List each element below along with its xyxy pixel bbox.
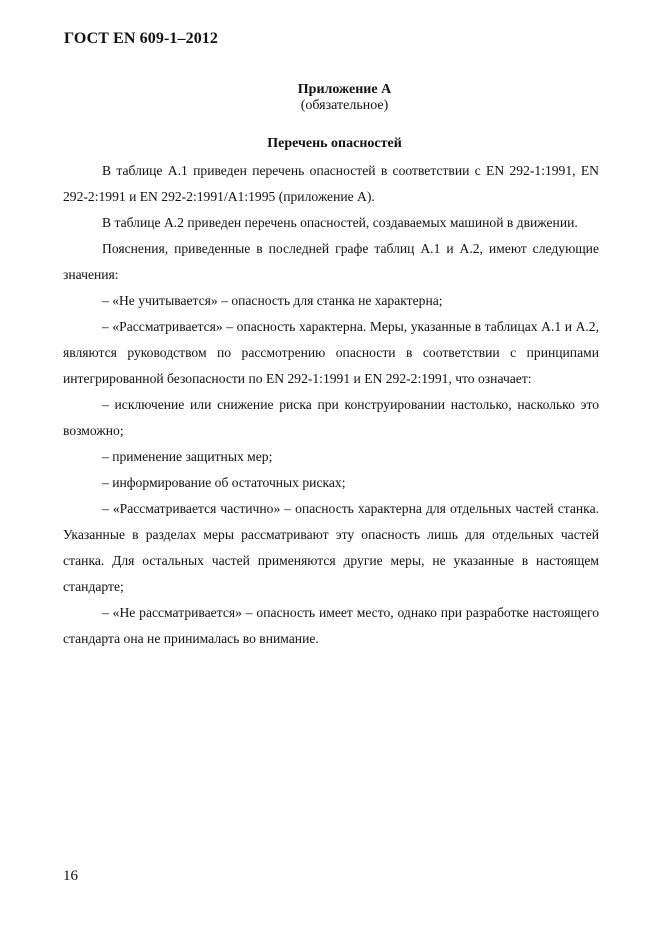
annex-title: Приложение А bbox=[297, 82, 392, 97]
paragraph-explanations: Пояснения, приведенные в последней графе таблиц А.1 и А.2, имеют следующие значения: bbox=[63, 241, 599, 282]
standard-code-header: ГОСТ EN 609-1–2012 bbox=[64, 30, 219, 47]
list-item-residual-risk-info: – информирование об остаточных рисках; bbox=[102, 475, 346, 490]
paragraph-table-a1: В таблице А.1 приведен перечень опасностей в соответствии с EN 292-1:1991, EN 292-2:1991 и EN 292-2:1991/A1:1995 (приложение А). bbox=[63, 163, 599, 204]
list-item-not-considered: – «Не учитывается» – опасность для станка не характерна; bbox=[102, 293, 443, 308]
body-text bbox=[63, 158, 599, 652]
paragraph-table-a2: В таблице А.2 приведен перечень опасностей, создаваемых машиной в движении. bbox=[102, 215, 578, 230]
section-title: Перечень опасностей bbox=[267, 136, 402, 151]
list-item-considered: – «Рассматривается» – опасность характерна. Меры, указанные в таблицах А.1 и А.2, являются руководством по рассмотрению опасности в соответствии с принципами интегрированной безопасности по EN 292-1:1991 и EN 292-2:1991, что означает: bbox=[63, 319, 599, 386]
list-item-protective-measures: – применение защитных мер; bbox=[102, 449, 273, 464]
page-number: 16 bbox=[63, 868, 78, 884]
list-item-partially-considered: – «Рассматривается частично» – опасность характерна для отдельных частей станка. Указанные в разделах меры рассматривают эту опасность лишь для отдельных частей станка. Для остальных частей применяются другие меры, не указанные в настоящем стандарте; bbox=[63, 501, 599, 594]
annex-status: (обязательное) bbox=[300, 98, 389, 113]
list-item-risk-reduction: – исключение или снижение риска при конструировании настолько, насколько это возможно; bbox=[63, 397, 599, 438]
list-item-not-addressed: – «Не рассматривается» – опасность имеет место, однако при разработке настоящего стандарта она не принималась во внимание. bbox=[63, 605, 599, 646]
